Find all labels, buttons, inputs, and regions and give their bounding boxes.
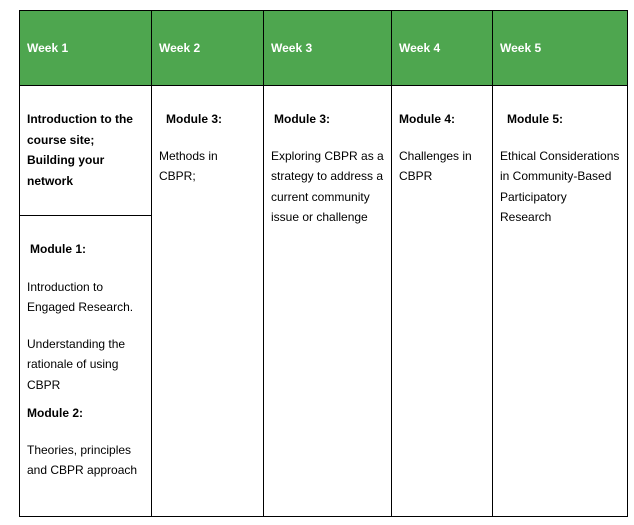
week1-intro-cell [19, 85, 152, 216]
intro-subtitle: Building your network [27, 153, 105, 188]
module2-text: Theories, principles and CBPR approach [27, 442, 138, 477]
module2-label: Module 2: [27, 406, 83, 420]
header-week-3: Week 3 [263, 10, 392, 86]
module1-text2: Understanding the rationale of using CBPR [27, 336, 126, 392]
header-week-2: Week 2 [151, 10, 264, 86]
module-label: Module 3: [166, 112, 222, 126]
header-week-5: Week 5 [492, 10, 628, 86]
module-text: Ethical Considerations in Community-Based Participatory Research [500, 148, 620, 224]
week1-modules-cell [19, 215, 152, 517]
week2-cell [151, 85, 264, 517]
intro-title: Introduction to the course site; [27, 112, 133, 147]
header-week-1: Week 1 [19, 10, 152, 86]
module1-label: Module 1: [30, 242, 86, 256]
module-text: Exploring CBPR as a strategy to address a current community issue or challenge [271, 148, 384, 224]
module-text: Methods in CBPR; [159, 148, 218, 183]
module-text: Challenges in CBPR [399, 148, 472, 183]
module1-text1: Introduction to Engaged Research. [27, 279, 134, 314]
week5-cell [492, 85, 628, 517]
week3-cell [263, 85, 392, 517]
week4-cell [391, 85, 493, 517]
module-label: Module 5: [507, 112, 563, 126]
header-week-4: Week 4 [391, 10, 493, 86]
module-label: Module 3: [274, 112, 330, 126]
module-label: Module 4: [399, 112, 455, 126]
